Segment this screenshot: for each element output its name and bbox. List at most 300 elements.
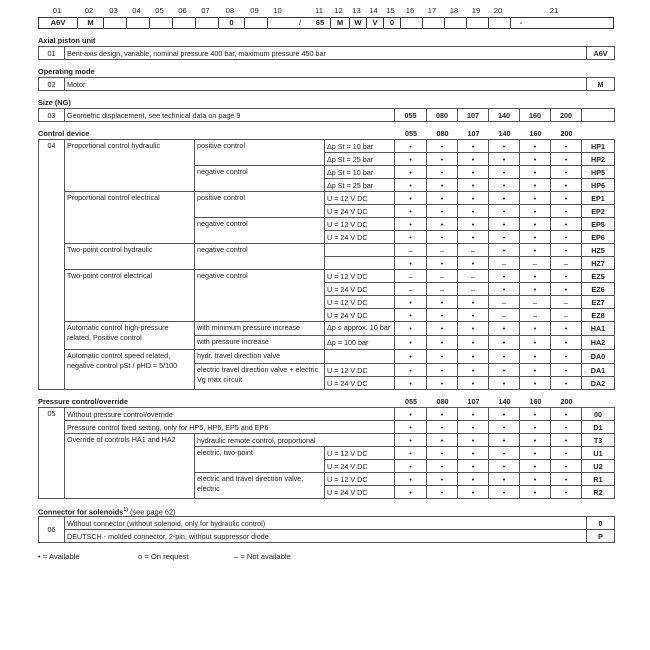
size-header-value: 080 <box>436 397 449 406</box>
availability-mark: • <box>551 244 582 257</box>
availability-mark: • <box>551 231 582 244</box>
availability-mark: • <box>551 434 582 447</box>
code-box <box>172 18 195 28</box>
axial-table <box>38 46 615 60</box>
availability-mark: • <box>520 244 551 257</box>
legend-not-available: – = Not available <box>234 552 291 561</box>
availability-mark: • <box>395 364 427 377</box>
availability-mark: • <box>551 447 582 460</box>
option-code: R2 <box>582 486 615 499</box>
availability-mark: • <box>520 364 551 377</box>
availability-mark: • <box>458 179 489 192</box>
availability-mark: • <box>551 364 582 377</box>
control-variant-label: with minimum pressure increase <box>195 322 325 336</box>
availability-mark: • <box>458 153 489 166</box>
section-title-axial: Axial piston unit <box>38 36 96 45</box>
availability-mark: • <box>427 205 458 218</box>
size-header-value: 160 <box>529 129 542 138</box>
position-number: 09 <box>250 6 259 15</box>
size-header-value: 140 <box>498 129 511 138</box>
pressure-table <box>38 407 615 499</box>
availability-mark: • <box>427 473 458 486</box>
availability-mark: • <box>458 364 489 377</box>
option-code: EP2 <box>582 205 615 218</box>
option-code: EP6 <box>582 231 615 244</box>
availability-mark: • <box>395 153 427 166</box>
code-box <box>444 18 466 28</box>
condition: U = 24 V DC <box>325 283 395 296</box>
availability-mark: • <box>489 364 520 377</box>
availability-mark: • <box>458 421 489 434</box>
control-group-label: Automatic control high-pressure related, Positive control <box>65 322 195 350</box>
availability-mark: • <box>458 460 489 473</box>
availability-mark: • <box>551 166 582 179</box>
availability-mark: • <box>427 460 458 473</box>
availability-mark: • <box>551 322 582 336</box>
availability-mark: • <box>520 473 551 486</box>
code-box <box>422 18 444 28</box>
option-code: EZ7 <box>582 296 615 309</box>
control-variant-label: negative control <box>195 270 325 322</box>
position-number: 10 <box>273 6 282 15</box>
size-header <box>395 396 582 407</box>
control-variant-label: negative control <box>195 244 325 270</box>
position-number: 08 <box>225 6 235 15</box>
condition: U = 12 V DC <box>325 218 395 231</box>
option-code: R1 <box>582 473 615 486</box>
availability-mark: • <box>551 473 582 486</box>
availability-mark: • <box>427 257 458 270</box>
availability-mark: • <box>458 257 489 270</box>
availability-mark: • <box>489 408 520 421</box>
availability-mark: • <box>520 205 551 218</box>
control-group-label: Proportional control hydraulic <box>65 140 195 192</box>
option-code: D1 <box>582 421 615 434</box>
availability-mark: • <box>395 408 427 421</box>
code-box <box>195 18 218 28</box>
condition <box>325 244 395 257</box>
legend <box>38 552 614 561</box>
availability-mark: – <box>458 270 489 283</box>
control-group-label: Proportional control electrical <box>65 192 195 244</box>
availability-mark: – <box>489 257 520 270</box>
availability-mark: • <box>458 192 489 205</box>
availability-mark: – <box>427 244 458 257</box>
position-number: 06 <box>39 517 65 543</box>
availability-mark: • <box>395 218 427 231</box>
availability-mark: • <box>427 296 458 309</box>
availability-mark: • <box>520 377 551 390</box>
option-code: HP1 <box>582 140 615 153</box>
size-header-value: 055 <box>405 129 417 138</box>
availability-mark: • <box>520 486 551 499</box>
option-code: M <box>587 78 615 91</box>
condition: U = 24 V DC <box>325 231 395 244</box>
availability-mark: • <box>551 421 582 434</box>
availability-mark: • <box>489 231 520 244</box>
availability-mark: • <box>427 447 458 460</box>
condition: U = 12 V DC <box>325 296 395 309</box>
availability-mark: • <box>395 322 427 336</box>
code-box <box>488 18 510 28</box>
option-code: A6V <box>587 47 615 60</box>
availability-mark: • <box>551 179 582 192</box>
availability-mark: • <box>458 205 489 218</box>
size-value: 055 <box>395 109 427 122</box>
availability-mark: • <box>427 408 458 421</box>
option-code: 00 <box>582 408 615 421</box>
option-code: DA2 <box>582 377 615 390</box>
position-number: 03 <box>109 6 118 15</box>
code-box <box>267 18 290 28</box>
availability-mark: – <box>458 283 489 296</box>
option-code: EZ6 <box>582 283 615 296</box>
availability-mark: • <box>489 473 520 486</box>
availability-mark: – <box>551 309 582 322</box>
condition: Δp St = 25 bar <box>325 153 395 166</box>
availability-mark: • <box>427 166 458 179</box>
position-number: 02 <box>39 78 65 91</box>
availability-mark: • <box>520 350 551 364</box>
control-variant-label: negative control <box>195 218 325 244</box>
position-number <box>509 4 530 17</box>
availability-mark: • <box>427 350 458 364</box>
availability-mark: • <box>489 153 520 166</box>
availability-mark: • <box>489 270 520 283</box>
control-variant-label: negative control <box>195 166 325 192</box>
availability-mark: • <box>427 231 458 244</box>
section-title-text: Pressure control/override <box>38 397 128 406</box>
availability-mark: • <box>489 336 520 350</box>
position-number: 05 <box>155 6 164 15</box>
availability-mark: • <box>427 192 458 205</box>
availability-mark: – <box>551 257 582 270</box>
code-box <box>531 18 579 28</box>
availability-mark: • <box>489 179 520 192</box>
code-box: A6V <box>50 18 66 27</box>
availability-mark: • <box>520 408 551 421</box>
position-number: 06 <box>178 6 187 15</box>
position-number: 01 <box>52 6 62 15</box>
position-number: 12 <box>334 6 343 15</box>
availability-mark: • <box>551 140 582 153</box>
availability-mark: • <box>395 179 427 192</box>
availability-mark: • <box>395 296 427 309</box>
position-number: 07 <box>201 6 210 15</box>
code-box <box>466 18 488 28</box>
option-code: EZ5 <box>582 270 615 283</box>
section-title-text: Control device <box>38 129 90 138</box>
size-value: 140 <box>489 109 520 122</box>
condition: U = 24 V DC <box>325 309 395 322</box>
option-description: DEUTSCH - molded connector, 2-pin, without suppressor diode <box>65 530 587 543</box>
condition <box>325 257 395 270</box>
section-title-size: Size (NG) <box>38 98 71 107</box>
code-box <box>126 18 149 28</box>
availability-mark: • <box>395 350 427 364</box>
code-box: 0 <box>383 18 400 28</box>
code-box <box>103 18 126 28</box>
option-code: U2 <box>582 460 615 473</box>
availability-mark: • <box>458 218 489 231</box>
availability-mark: • <box>520 166 551 179</box>
page-reference: (see page 62) <box>129 507 176 517</box>
availability-mark: • <box>520 140 551 153</box>
availability-mark: • <box>458 309 489 322</box>
condition: U = 24 V DC <box>325 205 395 218</box>
code-box: V <box>366 18 383 28</box>
availability-mark: • <box>427 377 458 390</box>
option-code: P <box>587 530 615 543</box>
condition: U = 12 V DC <box>325 473 395 486</box>
option-description: Motor <box>65 78 587 91</box>
position-number <box>289 4 309 17</box>
footnote-marker: 1) <box>123 507 128 513</box>
option-code: T3 <box>582 434 615 447</box>
availability-mark: • <box>427 421 458 434</box>
position-number: 01 <box>39 47 65 60</box>
connector-table <box>38 516 615 543</box>
option-code: HZ7 <box>582 257 615 270</box>
table-row <box>39 350 615 364</box>
availability-mark: • <box>489 486 520 499</box>
availability-mark: • <box>520 231 551 244</box>
legend-available: • = Available <box>38 552 80 561</box>
availability-mark: • <box>520 434 551 447</box>
availability-mark: • <box>395 447 427 460</box>
position-number: 21 <box>549 6 559 15</box>
condition: Δp St = 25 bar <box>325 179 395 192</box>
availability-mark: – <box>551 296 582 309</box>
control-variant-label: positive control <box>195 140 325 166</box>
availability-mark: • <box>520 447 551 460</box>
type-code-sheet <box>38 4 614 561</box>
availability-mark: • <box>551 192 582 205</box>
option-code: 0 <box>587 517 615 530</box>
availability-mark: – <box>520 309 551 322</box>
availability-mark: • <box>489 350 520 364</box>
availability-mark: • <box>489 447 520 460</box>
availability-mark: • <box>395 140 427 153</box>
availability-mark: • <box>489 166 520 179</box>
condition: U = 12 V DC <box>325 270 395 283</box>
availability-mark: – <box>395 270 427 283</box>
availability-mark: • <box>489 205 520 218</box>
option-code: U1 <box>582 447 615 460</box>
code-box <box>149 18 172 28</box>
availability-mark: • <box>489 218 520 231</box>
availability-mark: • <box>458 447 489 460</box>
availability-mark: • <box>551 408 582 421</box>
availability-mark: • <box>520 460 551 473</box>
empty-cell <box>582 109 615 122</box>
availability-mark: • <box>395 421 427 434</box>
control-group-label: Two-point control hydraulic <box>65 244 195 270</box>
condition: U = 24 V DC <box>325 377 395 390</box>
option-code: EZ8 <box>582 309 615 322</box>
size-header <box>395 128 582 139</box>
availability-mark: • <box>395 231 427 244</box>
availability-mark: • <box>458 166 489 179</box>
availability-mark: • <box>395 336 427 350</box>
availability-mark: • <box>458 408 489 421</box>
condition <box>325 350 395 364</box>
condition: Δp St = 10 bar <box>325 166 395 179</box>
table-row <box>39 434 615 447</box>
availability-mark: • <box>520 336 551 350</box>
control-group-label: Automatic control speed related, negative control pSt / pHD = 5/100 <box>65 350 195 390</box>
availability-mark: • <box>458 296 489 309</box>
code-box: 65 <box>315 18 325 27</box>
availability-mark: • <box>427 434 458 447</box>
table-row <box>39 109 615 122</box>
availability-mark: • <box>520 218 551 231</box>
availability-mark: • <box>551 283 582 296</box>
availability-mark: • <box>427 486 458 499</box>
code-box <box>400 18 422 28</box>
availability-mark: • <box>395 192 427 205</box>
availability-mark: • <box>551 350 582 364</box>
availability-mark: • <box>395 377 427 390</box>
override-variant-label: electric, two-point <box>195 447 325 473</box>
table-row <box>39 140 615 153</box>
availability-mark: • <box>458 350 489 364</box>
option-code: HZ5 <box>582 244 615 257</box>
option-code: EP1 <box>582 192 615 205</box>
size-value: 160 <box>520 109 551 122</box>
position-number: 15 <box>386 6 395 15</box>
option-description: Geometric displacement, see technical data on page 9 <box>65 109 395 122</box>
availability-mark: • <box>458 231 489 244</box>
code-box: / <box>298 18 302 27</box>
availability-mark: • <box>520 421 551 434</box>
table-row <box>39 517 615 530</box>
availability-mark: • <box>489 322 520 336</box>
position-number: 04 <box>39 140 65 390</box>
size-header-value: 140 <box>498 397 511 406</box>
condition: Δp St = 10 bar <box>325 140 395 153</box>
size-value: 200 <box>551 109 582 122</box>
availability-mark: – <box>489 296 520 309</box>
size-header-value: 107 <box>467 129 480 138</box>
availability-mark: • <box>551 377 582 390</box>
option-description: Pressure control fixed setting, only for HP5, HP6, EP5 and EP6 <box>65 421 395 434</box>
position-number: 18 <box>449 6 459 15</box>
availability-mark: • <box>395 434 427 447</box>
availability-mark: • <box>427 218 458 231</box>
condition: U = 24 V DC <box>325 486 395 499</box>
position-number: 17 <box>427 6 437 15</box>
table-row <box>39 421 615 434</box>
option-code: HA1 <box>582 322 615 336</box>
availability-mark: • <box>458 486 489 499</box>
position-number: 11 <box>315 6 323 15</box>
code-box: 0 <box>218 18 244 28</box>
position-number: 13 <box>352 6 361 15</box>
control-variant-label: positive control <box>195 192 325 218</box>
option-description: Bent-axis design, variable, nominal pressure 400 bar, maximum pressure 450 bar <box>65 47 587 60</box>
availability-mark: • <box>395 486 427 499</box>
code-box <box>244 18 267 28</box>
table-row <box>39 322 615 336</box>
availability-mark: • <box>551 486 582 499</box>
option-description: Without pressure control/override <box>65 408 395 421</box>
availability-mark: • <box>395 460 427 473</box>
mode-table <box>38 77 615 91</box>
availability-mark: • <box>427 336 458 350</box>
table-row <box>39 408 615 421</box>
availability-mark: • <box>520 322 551 336</box>
section-title-control <box>38 128 614 139</box>
position-numbers <box>38 4 614 17</box>
option-code: HP2 <box>582 153 615 166</box>
availability-mark: • <box>395 257 427 270</box>
ordering-code-row <box>38 17 614 29</box>
availability-mark: • <box>458 473 489 486</box>
section-title-mode: Operating mode <box>38 67 95 76</box>
position-number: 20 <box>493 6 503 15</box>
availability-mark: • <box>427 140 458 153</box>
position-number: 14 <box>369 6 378 15</box>
override-label: Override of controls HA1 and HA2 <box>65 434 195 499</box>
size-header-value: 160 <box>529 397 542 406</box>
availability-mark: • <box>427 309 458 322</box>
availability-mark: – <box>489 309 520 322</box>
availability-mark: • <box>489 377 520 390</box>
availability-mark: • <box>489 244 520 257</box>
position-number: 03 <box>39 109 65 122</box>
availability-mark: • <box>395 309 427 322</box>
availability-mark: • <box>427 179 458 192</box>
section-title-text: Connector for solenoids <box>38 507 124 517</box>
size-header-value: 107 <box>467 397 480 406</box>
availability-mark: • <box>520 283 551 296</box>
position-number: 02 <box>84 6 94 15</box>
size-header-value: 200 <box>560 397 573 406</box>
availability-mark: • <box>551 270 582 283</box>
code-box: M <box>77 18 103 28</box>
option-code: HA2 <box>582 336 615 350</box>
size-header-value: 055 <box>405 397 417 406</box>
availability-mark: • <box>520 153 551 166</box>
table-row <box>39 244 615 257</box>
size-table <box>38 108 615 122</box>
availability-mark: • <box>458 140 489 153</box>
table-row <box>39 530 615 543</box>
availability-mark: • <box>458 434 489 447</box>
availability-mark: • <box>427 153 458 166</box>
size-header-value: 080 <box>436 129 449 138</box>
table-row <box>39 192 615 205</box>
section-title-pressure <box>38 396 614 407</box>
override-variant-label: electric and travel direction valve, electric <box>195 473 325 499</box>
availability-mark: • <box>427 322 458 336</box>
condition: U = 12 V DC <box>325 364 395 377</box>
availability-mark: – <box>458 244 489 257</box>
code-box: M <box>330 18 349 28</box>
condition: U = 12 V DC <box>325 192 395 205</box>
availability-mark: • <box>395 166 427 179</box>
control-group-label: Two-point control electrical <box>65 270 195 322</box>
availability-mark: • <box>489 421 520 434</box>
availability-mark: • <box>395 473 427 486</box>
availability-mark: • <box>551 460 582 473</box>
availability-mark: • <box>520 192 551 205</box>
legend-on-request: o = On request <box>138 552 189 561</box>
availability-mark: • <box>551 153 582 166</box>
override-variant-label: hydraulic remote control, proportional <box>195 434 395 447</box>
size-value: 080 <box>427 109 458 122</box>
